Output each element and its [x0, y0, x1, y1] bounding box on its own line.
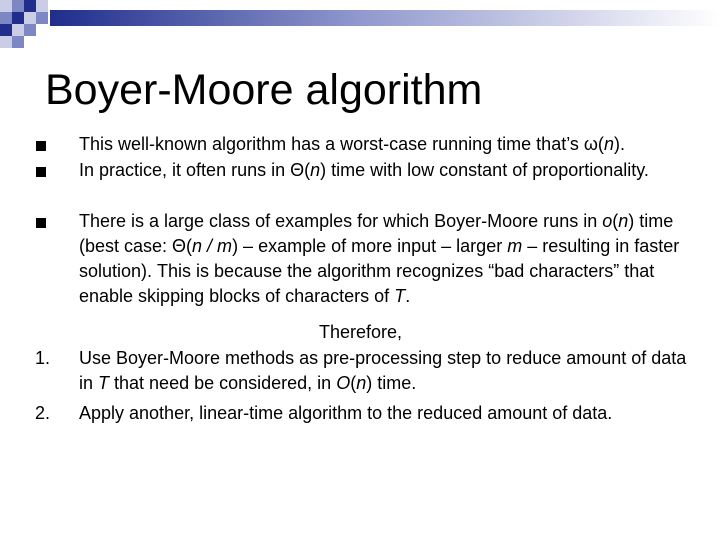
step-text: Apply another, linear-time algorithm to the reduced amount of data.: [79, 403, 613, 423]
deco-square: [12, 36, 24, 48]
slide-title: Boyer-Moore algorithm: [45, 66, 483, 114]
step-text: Use Boyer-Moore methods as pre-processing step to reduce amount of data in T that need be considered, in O(n) time.: [79, 348, 687, 393]
bullet-square-icon: [36, 167, 46, 177]
deco-square: [36, 12, 48, 24]
deco-square: [12, 12, 24, 24]
header-gradient-bar: [50, 10, 720, 26]
deco-square: [0, 0, 12, 12]
deco-square: [36, 0, 48, 12]
deco-square: [0, 12, 12, 24]
deco-square: [24, 24, 36, 36]
deco-square: [24, 12, 36, 24]
step-number: 2.: [35, 403, 51, 423]
step-number: 1.: [35, 348, 51, 368]
bullet-text: There is a large class of examples for which Boyer-Moore runs in o(n) time (best case: Θ(n / m) – example of more input – larger m – resulting in faster solution). This is because the algorithm recognizes “bad characters” that enable skipping blocks of characters of T.: [79, 211, 680, 306]
therefore-text: Therefore,: [319, 322, 403, 342]
deco-square: [12, 24, 24, 36]
deco-square: [12, 0, 24, 12]
bullet-square-icon: [36, 141, 46, 151]
deco-square: [24, 0, 36, 12]
header-decoration: [0, 0, 720, 50]
bullet-text: In practice, it often runs in Θ(n) time with low constant of proportionality.: [79, 160, 649, 180]
bullet-text: This well-known algorithm has a worst-case running time that’s ω(n).: [79, 134, 625, 154]
bullet-square-icon: [36, 218, 46, 228]
deco-square: [0, 24, 12, 36]
deco-square: [0, 36, 12, 48]
